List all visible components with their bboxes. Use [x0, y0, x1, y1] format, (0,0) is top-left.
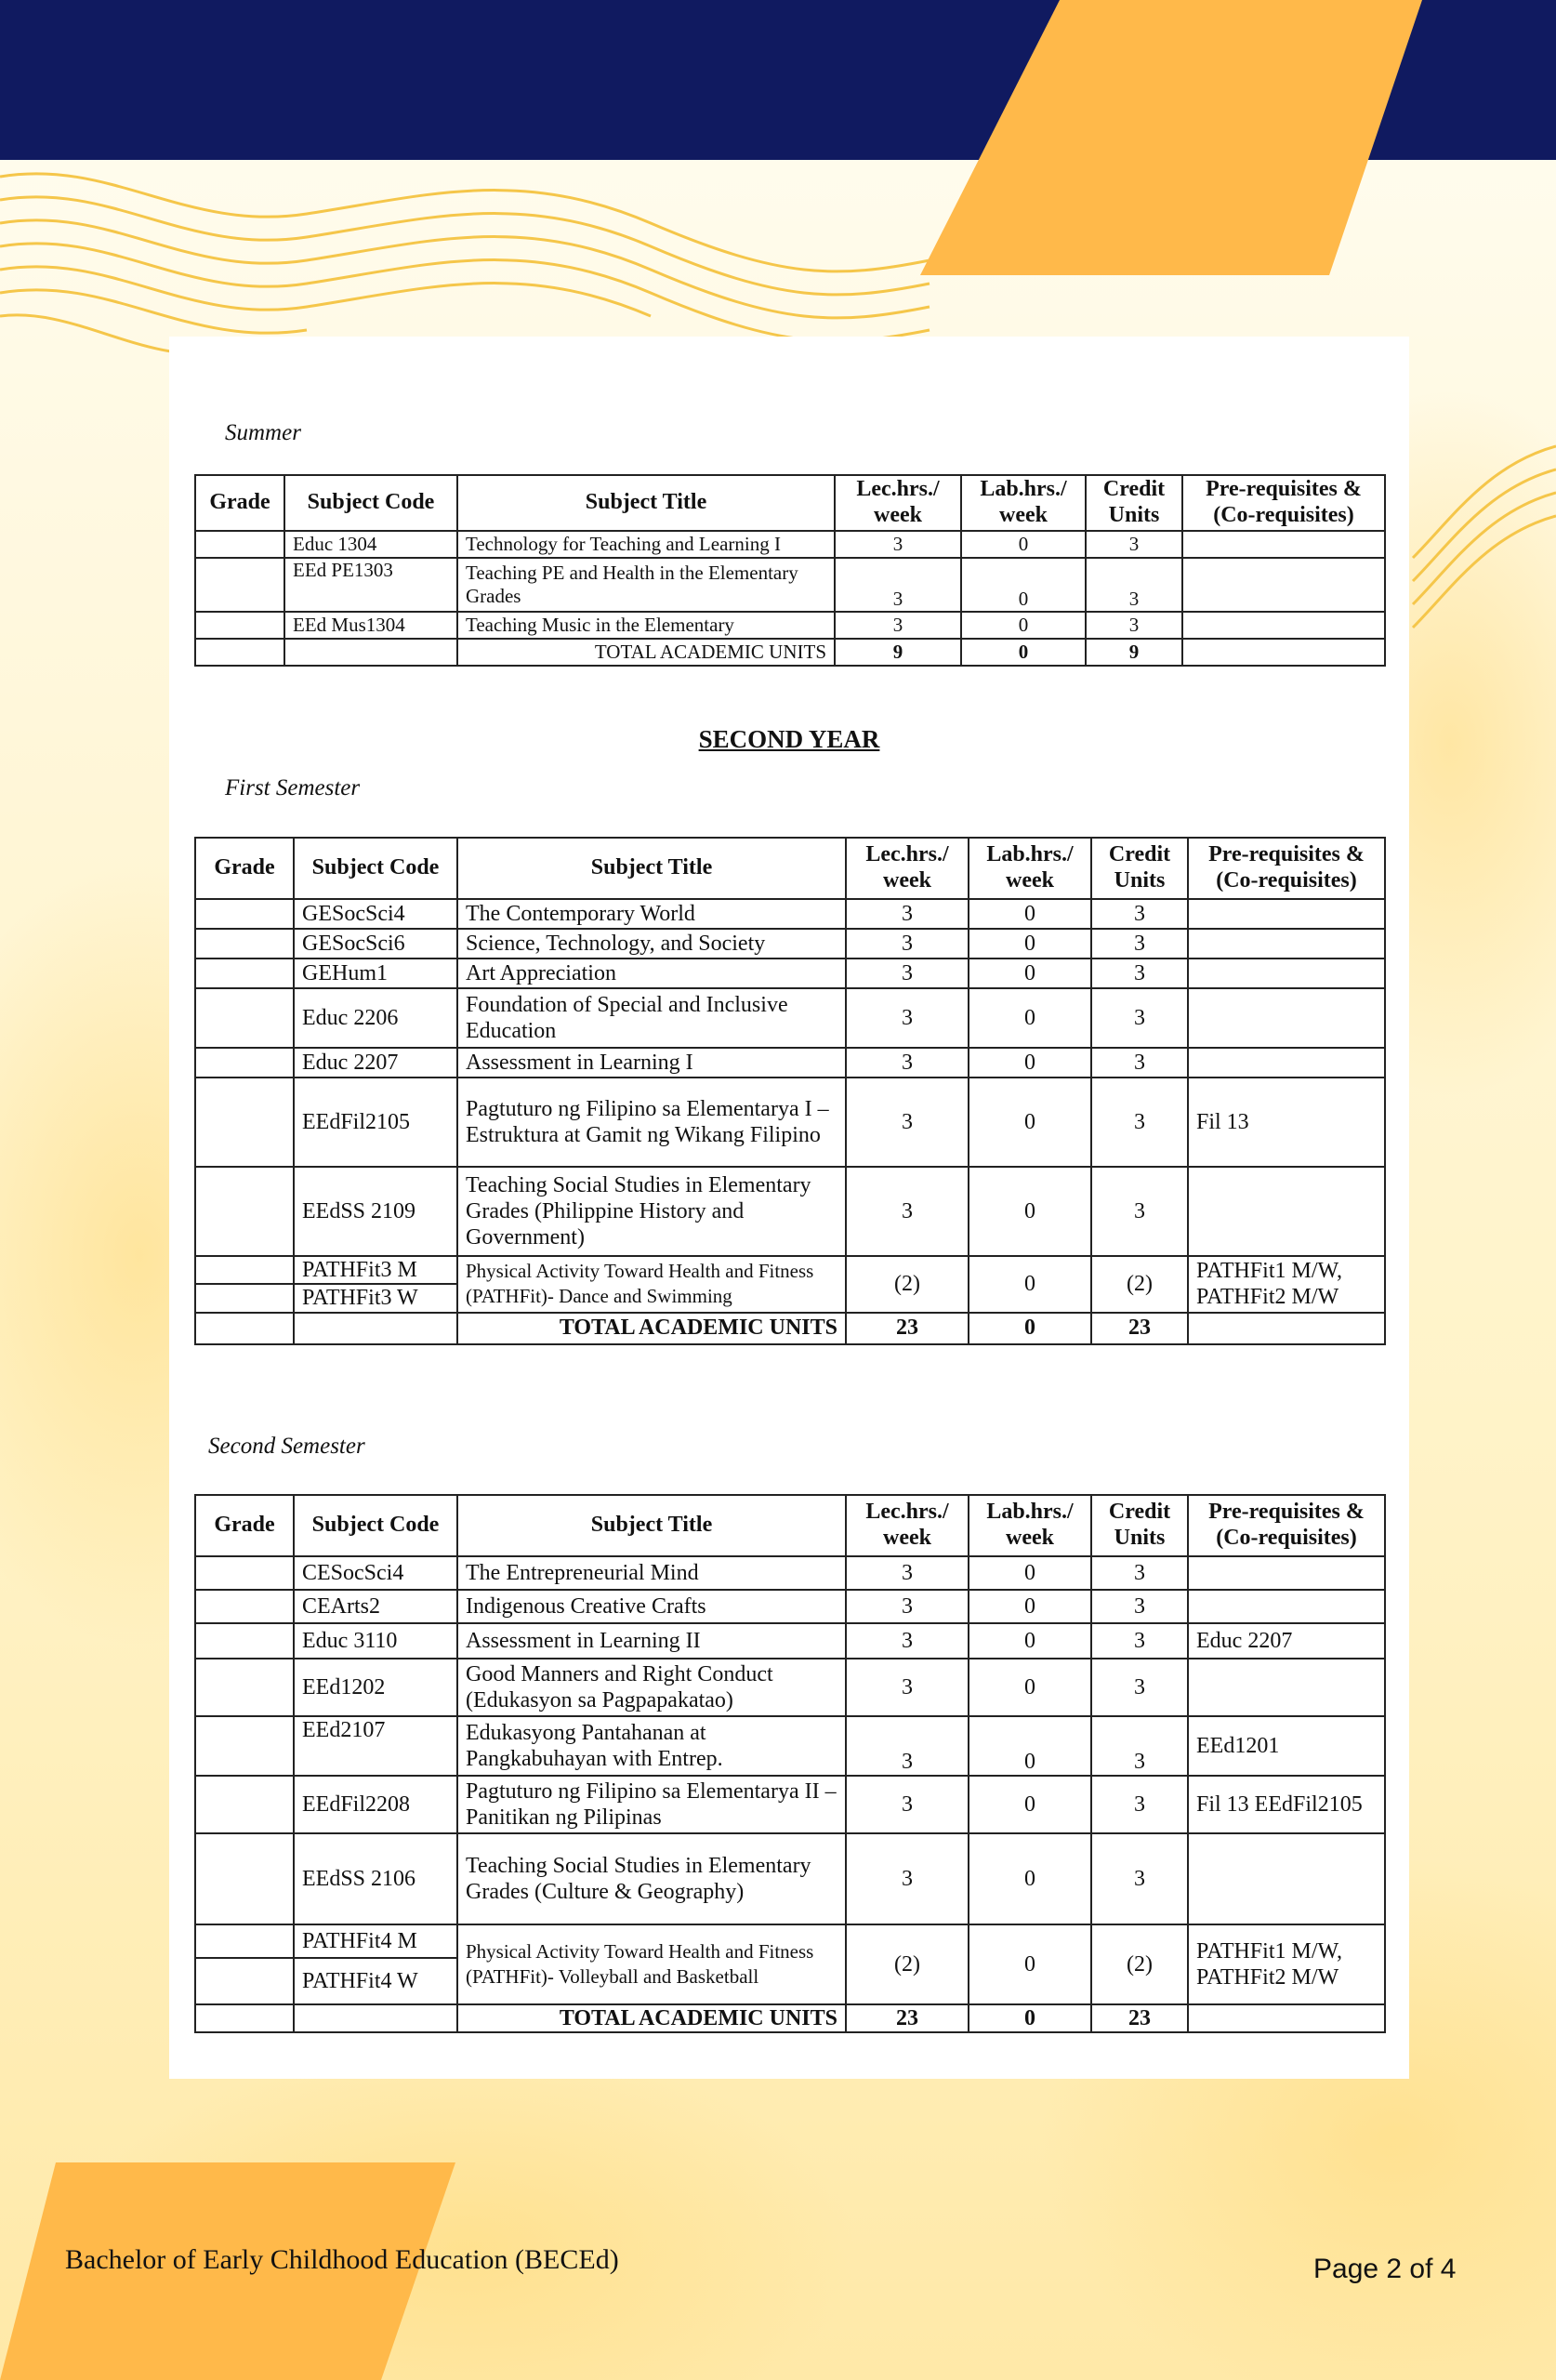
table-header-row: [195, 838, 1385, 899]
lab-hours: 0: [961, 612, 1086, 639]
subject-title: The Entrepreneurial Mind: [457, 1556, 846, 1590]
subject-code: PATHFit3 M: [294, 1256, 457, 1284]
prerequisites: [1188, 959, 1385, 988]
document-page: [169, 337, 1409, 2079]
subject-title: The Contemporary World: [457, 899, 846, 929]
credit-units: 3: [1086, 531, 1182, 558]
prerequisites: [1188, 1659, 1385, 1716]
lec-hours: 3: [846, 959, 969, 988]
total-label: TOTAL ACADEMIC UNITS: [457, 1313, 846, 1344]
table-row: [195, 929, 1385, 959]
table-row: [195, 1556, 1385, 1590]
header-lab: Lab.hrs./ week: [961, 475, 1086, 531]
lab-hours: 0: [969, 1776, 1091, 1833]
header-credit: Credit Units: [1091, 1495, 1188, 1556]
second-semester-table: [194, 1494, 1386, 2033]
lab-hours: 0: [969, 929, 1091, 959]
total-lab: 0: [961, 639, 1086, 666]
lab-hours: 0: [969, 1078, 1091, 1167]
summer-label: Summer: [225, 420, 301, 445]
table-row: [195, 899, 1385, 929]
lec-hours: 3: [846, 1078, 969, 1167]
prerequisites: [1188, 988, 1385, 1048]
subject-code: EEdSS 2106: [294, 1833, 457, 1924]
header-lab: Lab.hrs./ week: [969, 838, 1091, 899]
header-prereq: Pre-requisites & (Co-requisites): [1188, 1495, 1385, 1556]
prerequisites: Educ 2207: [1188, 1623, 1385, 1659]
table-row: [195, 531, 1385, 558]
table-header-row: [195, 1495, 1385, 1556]
lec-hours: 3: [846, 1167, 969, 1256]
subject-title: [457, 1256, 846, 1313]
subject-code: PATHFit4 M: [294, 1924, 457, 1958]
header-lec: Lec.hrs./ week: [835, 475, 961, 531]
second-semester-label: Second Semester: [208, 1434, 365, 1459]
total-lab: 0: [969, 1313, 1091, 1344]
subject-title: Assessment in Learning I: [457, 1048, 846, 1078]
lec-hours: 3: [835, 531, 961, 558]
subject-code: EEdFil2208: [294, 1776, 457, 1833]
program-name: Bachelor of Early Childhood Education (BECEd): [65, 2244, 619, 2275]
lec-hours: 3: [846, 1776, 969, 1833]
grade-cell: [195, 558, 284, 612]
total-credit: 23: [1091, 1313, 1188, 1344]
total-lec: 23: [846, 2004, 969, 2032]
prerequisites: [1182, 531, 1385, 558]
subject-code: EEdFil2105: [294, 1078, 457, 1167]
credit-units: (2): [1091, 1256, 1188, 1313]
total-row: [195, 1313, 1385, 1344]
table-row: [195, 612, 1385, 639]
header-subject-title: Subject Title: [457, 838, 846, 899]
prerequisites: [1188, 1556, 1385, 1590]
table-row: [195, 1256, 1385, 1284]
subject-title: Science, Technology, and Society: [457, 929, 846, 959]
subject-code: Educ 2206: [294, 988, 457, 1048]
lab-hours: 0: [969, 1833, 1091, 1924]
lec-hours: 3: [846, 1833, 969, 1924]
subject-title: Edukasyong Pantahanan at Pangkabuhayan with Entrep.: [457, 1716, 846, 1776]
total-credit: 9: [1086, 639, 1182, 666]
header-subject-title: Subject Title: [457, 475, 835, 531]
lec-hours: 3: [846, 1590, 969, 1623]
credit-units: (2): [1091, 1924, 1188, 2004]
accent-shape-top: [920, 0, 1422, 279]
prerequisites: Fil 13: [1188, 1078, 1385, 1167]
prerequisites: [1182, 558, 1385, 612]
lec-hours: 3: [846, 899, 969, 929]
first-semester-table: [194, 837, 1386, 1345]
table-row: [195, 1078, 1385, 1167]
prerequisites: [1188, 929, 1385, 959]
prerequisites: EEd1201: [1188, 1716, 1385, 1776]
credit-units: 3: [1091, 1590, 1188, 1623]
lec-hours: 3: [846, 1048, 969, 1078]
lab-hours: 0: [969, 1659, 1091, 1716]
first-semester-label: First Semester: [225, 775, 361, 800]
page-number: Page 2 of 4: [1313, 2254, 1457, 2284]
subject-title: Good Manners and Right Conduct (Edukasyon sa Pagpapakatao): [457, 1659, 846, 1716]
lec-hours: 3: [846, 988, 969, 1048]
lec-hours: 3: [846, 1623, 969, 1659]
subject-code: GESocSci4: [294, 899, 457, 929]
subject-code: Educ 3110: [294, 1623, 457, 1659]
table-row: [195, 1590, 1385, 1623]
prerequisites: PATHFit1 M/W, PATHFit2 M/W: [1188, 1256, 1385, 1313]
lab-hours: 0: [969, 1623, 1091, 1659]
table-row: [195, 1833, 1385, 1924]
subject-title: Indigenous Creative Crafts: [457, 1590, 846, 1623]
subject-title: Teaching PE and Health in the Elementary Grades: [457, 558, 835, 612]
credit-units: 3: [1091, 899, 1188, 929]
credit-units: 3: [1086, 612, 1182, 639]
pe-title-text: Physical Activity Toward Health and Fitness (PATHFit)- Dance and Swimming: [466, 1260, 814, 1308]
header-credit: Credit Units: [1091, 838, 1188, 899]
table-row: [195, 558, 1385, 612]
credit-units: 3: [1091, 1659, 1188, 1716]
lab-hours: 0: [969, 1556, 1091, 1590]
header-subject-code: Subject Code: [294, 838, 457, 899]
table-row: [195, 1048, 1385, 1078]
prerequisites: Fil 13 EEdFil2105: [1188, 1776, 1385, 1833]
credit-units: 3: [1091, 1833, 1188, 1924]
subject-title: Art Appreciation: [457, 959, 846, 988]
subject-code: EEd Mus1304: [284, 612, 457, 639]
header-subject-title: Subject Title: [457, 1495, 846, 1556]
header-grade: Grade: [195, 838, 294, 899]
subject-code: CEArts2: [294, 1590, 457, 1623]
lec-hours: 3: [835, 612, 961, 639]
lec-hours: (2): [846, 1924, 969, 2004]
prerequisites: [1188, 1833, 1385, 1924]
subject-title: Teaching Social Studies in Elementary Grades (Philippine History and Government): [457, 1167, 846, 1256]
subject-code: EEdSS 2109: [294, 1167, 457, 1256]
credit-units: 3: [1091, 1078, 1188, 1167]
total-label: TOTAL ACADEMIC UNITS: [457, 2004, 846, 2032]
prerequisites: [1188, 1590, 1385, 1623]
subject-code: EEd PE1303: [284, 558, 457, 612]
table-row: [195, 1167, 1385, 1256]
subject-title: [457, 1924, 846, 2004]
table-row: [195, 959, 1385, 988]
total-credit: 23: [1091, 2004, 1188, 2032]
total-label: TOTAL ACADEMIC UNITS: [457, 639, 835, 666]
subject-code: PATHFit3 W: [294, 1284, 457, 1312]
lab-hours: 0: [969, 899, 1091, 929]
summer-table: [194, 474, 1386, 667]
header-grade: Grade: [195, 475, 284, 531]
table-row: [195, 988, 1385, 1048]
subject-title: Technology for Teaching and Learning I: [457, 531, 835, 558]
subject-code: Educ 2207: [294, 1048, 457, 1078]
grade-cell: [195, 612, 284, 639]
credit-units: 3: [1091, 1048, 1188, 1078]
table-row: [195, 1659, 1385, 1716]
subject-title: Pagtuturo ng Filipino sa Elementarya II – Panitikan ng Pilipinas: [457, 1776, 846, 1833]
subject-code: GESocSci6: [294, 929, 457, 959]
lab-hours: 0: [969, 1716, 1091, 1776]
lec-hours: 3: [846, 1716, 969, 1776]
grade-cell: [195, 531, 284, 558]
lab-hours: 0: [969, 1590, 1091, 1623]
credit-units: 3: [1091, 988, 1188, 1048]
header-credit: Credit Units: [1086, 475, 1182, 531]
subject-title: Assessment in Learning II: [457, 1623, 846, 1659]
lec-hours: (2): [846, 1256, 969, 1313]
credit-units: 3: [1086, 558, 1182, 612]
table-row: [195, 1924, 1385, 1958]
subject-code: EEd1202: [294, 1659, 457, 1716]
prerequisites: [1188, 1048, 1385, 1078]
total-lab: 0: [969, 2004, 1091, 2032]
lab-hours: 0: [969, 1256, 1091, 1313]
lab-hours: 0: [961, 558, 1086, 612]
lab-hours: 0: [969, 1048, 1091, 1078]
lec-hours: 3: [846, 929, 969, 959]
table-row: [195, 1716, 1385, 1776]
credit-units: 3: [1091, 1776, 1188, 1833]
credit-units: 3: [1091, 1716, 1188, 1776]
header-subject-code: Subject Code: [294, 1495, 457, 1556]
header-grade: Grade: [195, 1495, 294, 1556]
lec-hours: 3: [846, 1556, 969, 1590]
total-row: [195, 639, 1385, 666]
prerequisites: PATHFit1 M/W, PATHFit2 M/W: [1188, 1924, 1385, 2004]
subject-code: PATHFit4 W: [294, 1958, 457, 2004]
credit-units: 3: [1091, 959, 1188, 988]
lab-hours: 0: [969, 988, 1091, 1048]
subject-code: GEHum1: [294, 959, 457, 988]
prerequisites: [1188, 1167, 1385, 1256]
header-subject-code: Subject Code: [284, 475, 457, 531]
subject-code: EEd2107: [294, 1716, 457, 1776]
header-lec: Lec.hrs./ week: [846, 1495, 969, 1556]
total-lec: 23: [846, 1313, 969, 1344]
subject-code: Educ 1304: [284, 531, 457, 558]
prerequisites: [1188, 899, 1385, 929]
table-header-row: [195, 475, 1385, 531]
prerequisites: [1182, 612, 1385, 639]
lab-hours: 0: [969, 1924, 1091, 2004]
lec-hours: 3: [835, 558, 961, 612]
lec-hours: 3: [846, 1659, 969, 1716]
table-row: [195, 1776, 1385, 1833]
credit-units: 3: [1091, 1556, 1188, 1590]
credit-units: 3: [1091, 929, 1188, 959]
subject-title: Foundation of Special and Inclusive Education: [457, 988, 846, 1048]
header-prereq: Pre-requisites & (Co-requisites): [1182, 475, 1385, 531]
credit-units: 3: [1091, 1623, 1188, 1659]
credit-units: 3: [1091, 1167, 1188, 1256]
header-lab: Lab.hrs./ week: [969, 1495, 1091, 1556]
lab-hours: 0: [969, 959, 1091, 988]
pe-title-text: Physical Activity Toward Health and Fitness (PATHFit)- Volleyball and Basketball: [466, 1939, 814, 1988]
total-row: [195, 2004, 1385, 2032]
subject-code: CESocSci4: [294, 1556, 457, 1590]
subject-title: Teaching Social Studies in Elementary Grades (Culture & Geography): [457, 1833, 846, 1924]
section-heading: SECOND YEAR: [698, 725, 880, 753]
header-lec: Lec.hrs./ week: [846, 838, 969, 899]
lab-hours: 0: [969, 1167, 1091, 1256]
subject-title: Teaching Music in the Elementary: [457, 612, 835, 639]
table-row: [195, 1623, 1385, 1659]
header-prereq: Pre-requisites & (Co-requisites): [1188, 838, 1385, 899]
lab-hours: 0: [961, 531, 1086, 558]
subject-title: Pagtuturo ng Filipino sa Elementarya I – Estruktura at Gamit ng Wikang Filipino: [457, 1078, 846, 1167]
total-lec: 9: [835, 639, 961, 666]
